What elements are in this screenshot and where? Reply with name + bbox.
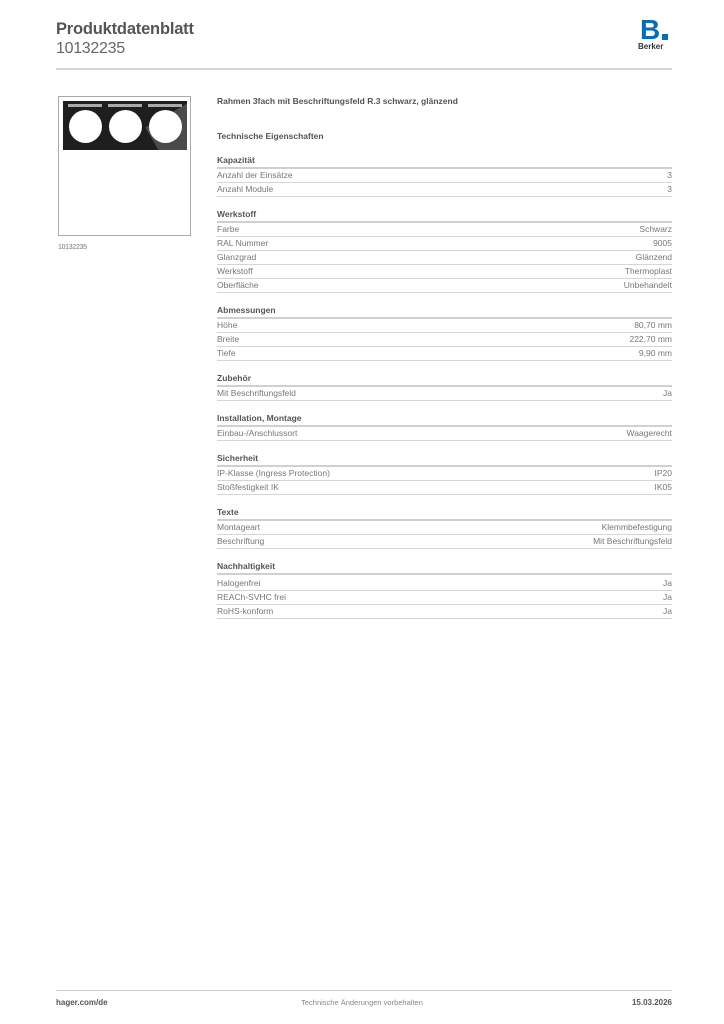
property-label: Mit Beschriftungsfeld (217, 388, 296, 398)
section-title: Nachhaltigkeit (217, 561, 672, 575)
property-value: Ja (663, 578, 672, 588)
property-row (217, 387, 672, 401)
logo-dot-icon (662, 34, 668, 40)
property-value: Ja (663, 592, 672, 602)
product-name: Rahmen 3fach mit Beschriftungsfeld R.3 schwarz, glänzend (217, 96, 458, 106)
property-value: IP20 (654, 468, 672, 478)
property-row (217, 481, 672, 495)
property-row (217, 521, 672, 535)
footer-divider (56, 990, 672, 991)
property-row (217, 605, 672, 619)
product-details (217, 96, 672, 619)
section-title: Abmessungen (217, 305, 672, 319)
property-value: IK05 (654, 482, 672, 492)
property-value: Unbehandelt (623, 280, 672, 290)
property-row (217, 223, 672, 237)
document-header (56, 14, 672, 70)
property-value: Klemmbefestigung (601, 522, 672, 532)
property-value: Thermoplast (624, 266, 672, 276)
property-row (217, 279, 672, 293)
property-value: 9,90 mm (638, 348, 672, 358)
berker-logo (638, 16, 672, 56)
label-strip-icon (68, 104, 102, 107)
label-strip-icon (108, 104, 142, 107)
property-row (217, 591, 672, 605)
property-row (217, 251, 672, 265)
property-value: Schwarz (639, 224, 672, 234)
property-section (217, 507, 672, 549)
section-title: Sicherheit (217, 453, 672, 467)
property-label: REACh-SVHC frei (217, 592, 286, 602)
socket-opening-icon (109, 110, 142, 143)
property-value: 3 (667, 170, 672, 180)
property-label: Glanzgrad (217, 252, 257, 262)
image-caption: 10132235 (58, 244, 87, 251)
section-title: Werkstoff (217, 209, 672, 223)
property-label: Halogenfrei (217, 578, 261, 588)
frame-illustration (63, 101, 187, 150)
property-label: Oberfläche (217, 280, 259, 290)
property-label: Tiefe (217, 348, 236, 358)
socket-opening-icon (69, 110, 102, 143)
property-label: IP-Klasse (Ingress Protection) (217, 468, 330, 478)
property-label: Anzahl der Einsätze (217, 170, 293, 180)
header-divider (56, 68, 672, 70)
label-strip-icon (148, 104, 182, 107)
section-title: Kapazität (217, 155, 672, 169)
property-label: Breite (217, 334, 240, 344)
property-value: Mit Beschriftungsfeld (593, 536, 672, 546)
property-section (217, 373, 672, 401)
property-row (217, 169, 672, 183)
property-value: Ja (663, 388, 672, 398)
logo-letter: B (640, 14, 660, 45)
property-label: Einbau-/Anschlussort (217, 428, 298, 438)
property-label: Farbe (217, 224, 240, 234)
section-title: Zubehör (217, 373, 672, 387)
property-value: Glänzend (635, 252, 672, 262)
property-row (217, 333, 672, 347)
property-section (217, 561, 672, 619)
property-label: Montageart (217, 522, 260, 532)
footer-website: hager.com/de (56, 998, 108, 1007)
property-section (217, 209, 672, 293)
logo-brand-name: Berker (638, 42, 664, 51)
property-value: 80,70 mm (634, 320, 672, 330)
property-value: Ja (663, 606, 672, 616)
property-label: Beschriftung (217, 536, 265, 546)
footer-date: 15.03.2026 (631, 998, 672, 1007)
socket-opening-icon (149, 110, 182, 143)
property-section (217, 155, 672, 197)
property-row (217, 427, 672, 441)
property-label: RAL Nummer (217, 238, 269, 248)
property-value: Waagerecht (626, 428, 672, 438)
property-label: Stoßfestigkeit IK (217, 482, 279, 492)
document-title: Produktdatenblatt (56, 20, 194, 38)
product-image (58, 96, 191, 236)
property-row (217, 237, 672, 251)
section-title: Installation, Montage (217, 413, 672, 427)
property-label: RoHS-konform (217, 606, 274, 616)
property-row (217, 535, 672, 549)
property-row (217, 183, 672, 197)
property-row (217, 577, 672, 591)
property-label: Höhe (217, 320, 238, 330)
property-value: 9005 (653, 238, 672, 248)
property-row (217, 347, 672, 361)
property-row (217, 319, 672, 333)
property-label: Werkstoff (217, 266, 253, 276)
property-row (217, 467, 672, 481)
property-section (217, 305, 672, 361)
technical-properties-title: Technische Eigenschaften (217, 131, 324, 141)
property-value: 3 (667, 184, 672, 194)
section-title: Texte (217, 507, 672, 521)
property-section (217, 413, 672, 441)
footer-disclaimer: Technische Änderungen vorbehalten (301, 998, 423, 1007)
properties-table (217, 155, 672, 619)
product-number: 10132235 (56, 40, 125, 57)
property-row (217, 265, 672, 279)
property-value: 222,70 mm (629, 334, 672, 344)
property-label: Anzahl Module (217, 184, 274, 194)
property-section (217, 453, 672, 495)
